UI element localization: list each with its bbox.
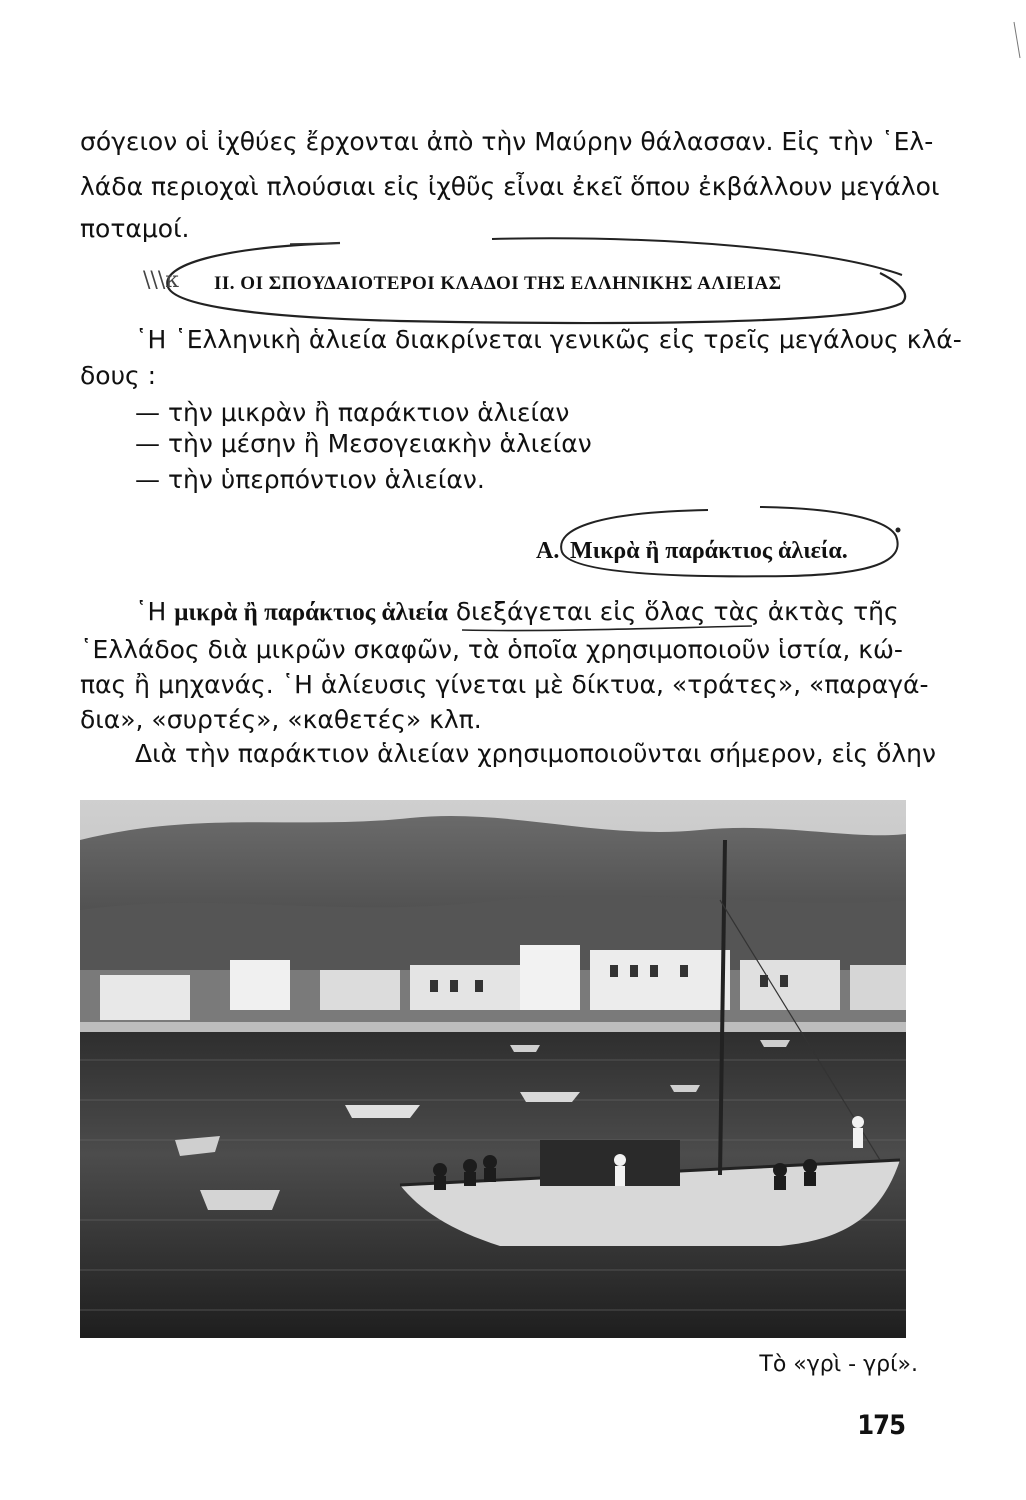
page-number: 175 — [857, 1410, 905, 1441]
subsection-heading: Μικρὰ ἢ παράκτιος ἁλιεία. — [570, 538, 848, 564]
text-line: πας ἢ μηχανάς. ῾Η ἁλίευσις γίνεται μὲ δίκτυα, «τράτες», «παραγά- — [80, 670, 929, 699]
text-line: λάδα περιοχαὶ πλούσιαι εἰς ἰχθῦς εἶναι ἐκεῖ ὅπου ἐκβάλλουν μεγάλοι — [80, 172, 940, 201]
text-line: ῾Η ῾Ελληνικὴ ἁλιεία διακρίνεται γενικῶς εἰς τρεῖς μεγάλους κλά- — [135, 325, 962, 354]
list-item: — τὴν μικρὰν ἢ παράκτιον ἁλιείαν — [135, 398, 570, 427]
margin-mark: \\\κ — [143, 268, 179, 293]
text-line: σόγειον οἱ ἰχθύες ἔρχονται ἀπὸ τὴν Μαύρην θάλασσαν. Εἰς τὴν ῾Ελ- — [80, 127, 934, 156]
text-span: διεξάγεται εἰς ὅλας τὰς ἀκτὰς τῆς — [447, 597, 899, 626]
text-line: Διὰ τὴν παράκτιον ἁλιείαν χρησιμοποιοῦνται σήμερον, εἰς ὅλην — [135, 739, 936, 768]
subsection-letter: Α. — [536, 538, 560, 564]
text-line: ῾Ελλάδος διὰ μικρῶν σκαφῶν, τὰ ὁποῖα χρησιμοποιοῦν ἱστία, κώ- — [80, 635, 903, 664]
harbor-photo — [80, 800, 906, 1338]
text-line: ποταμοί. — [80, 214, 190, 243]
list-item: — τὴν μέσην ἢ Μεσογειακὴν ἁλιείαν — [135, 429, 592, 458]
bold-term: μικρὰ ἢ παράκτιος ἁλιεία — [174, 599, 448, 626]
list-item: — τὴν ὑπερπόντιον ἁλιείαν. — [135, 465, 485, 494]
text-line — [135, 597, 899, 628]
text-line: δια», «συρτές», «καθετές» κλπ. — [80, 705, 482, 734]
photo-caption: Τὸ «γρὶ - γρί». — [759, 1352, 918, 1377]
section-heading: II. ΟΙ ΣΠΟΥΔΑΙΟΤΕΡΟΙ ΚΛΑΔΟΙ ΤΗΣ ΕΛΛΗΝΙΚΗΣ ΑΛΙΕΙΑΣ — [214, 273, 782, 294]
ink-corner-mark — [1010, 20, 1026, 60]
text-span: ῾Η — [135, 597, 175, 626]
text-line: δους : — [80, 361, 157, 390]
